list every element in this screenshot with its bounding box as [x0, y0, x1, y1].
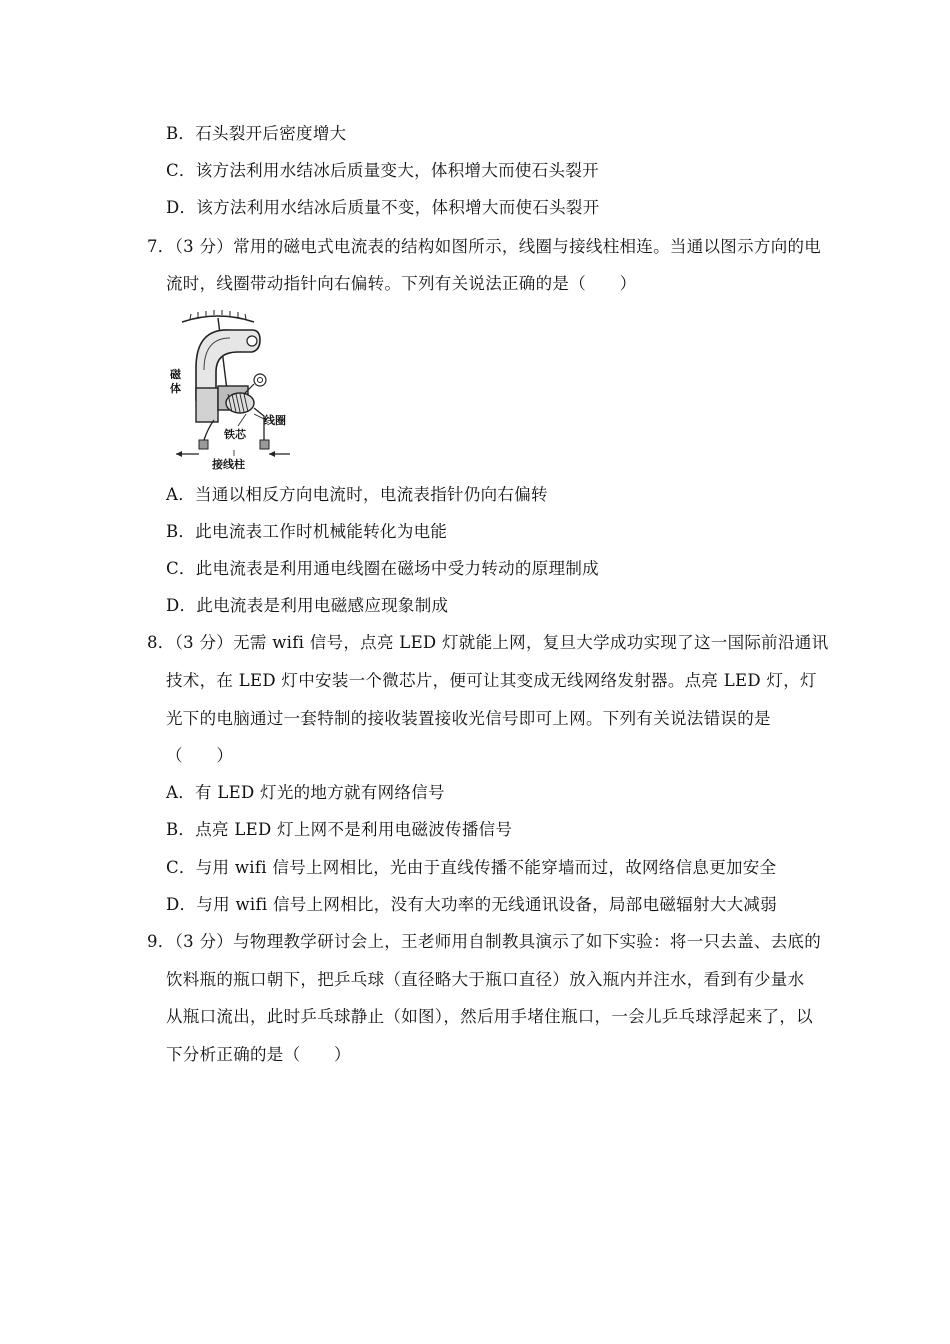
q8-stem-line1: 8．（3 分）无需 wifi 信号，点亮 LED 灯就能上网，复旦大学成功实现了这一国际前沿通讯: [147, 633, 829, 652]
q7-option-b: B．此电流表工作时机械能转化为电能: [166, 522, 448, 541]
q6-option-b: B．石头裂开后密度增大: [166, 124, 347, 143]
galvanometer-figure: [168, 308, 296, 470]
q7-option-c: C．此电流表是利用通电线圈在磁场中受力转动的原理制成: [166, 559, 599, 578]
q6-option-d: D．该方法利用水结冰后质量不变，体积增大而使石头裂开: [166, 198, 600, 217]
label-magnet-2: 体: [170, 382, 181, 395]
label-iron-core: 铁芯: [224, 428, 246, 441]
label-terminal: 接线柱: [212, 458, 245, 470]
terminal-right: [260, 440, 269, 449]
q7-stem-line1: 7．（3 分）常用的磁电式电流表的结构如图所示，线圈与接线柱相连。当通以图示方向的电: [147, 237, 822, 256]
q8-option-c: C．与用 wifi 信号上网相比，光由于直线传播不能穿墙而过，故网络信息更加安全: [166, 858, 777, 877]
q8-stem-line4: （ ）: [166, 746, 234, 765]
label-magnet-1: 磁: [170, 368, 181, 381]
q7-stem-line2: 流时，线圈带动指针向右偏转。下列有关说法正确的是（ ）: [166, 274, 637, 293]
q8-option-d: D．与用 wifi 信号上网相比，没有大功率的无线通讯设备，局部电磁辐射大大减弱: [166, 895, 778, 914]
q8-stem-line2: 技术，在 LED 灯中安装一个微芯片，便可让其变成无线网络发射器。点亮 LED 灯，灯: [166, 671, 817, 690]
q7-option-d: D．此电流表是利用电磁感应现象制成: [166, 596, 449, 615]
q9-stem-line1: 9．（3 分）与物理教学研讨会上，王老师用自制教具演示了如下实验：将一只去盖、去底的: [147, 932, 822, 951]
label-coil: 线圈: [264, 414, 286, 427]
q9-stem-line4: 下分析正确的是（ ）: [166, 1045, 351, 1064]
terminal-left: [199, 440, 208, 449]
q8-stem-line3: 光下的电脑通过一套特制的接收装置接收光信号即可上网。下列有关说法错误的是: [166, 709, 771, 728]
q8-option-b: B．点亮 LED 灯上网不是利用电磁波传播信号: [166, 820, 513, 839]
q8-option-a: A．有 LED 灯光的地方就有网络信号: [166, 783, 445, 802]
galvanometer-diagram: [168, 308, 296, 470]
q9-stem-line2: 饮料瓶的瓶口朝下，把乒乓球（直径略大于瓶口直径）放入瓶内并注水，看到有少量水: [166, 970, 805, 989]
q7-option-a: A．当通以相反方向电流时，电流表指针仍向右偏转: [166, 485, 548, 504]
q9-stem-line3: 从瓶口流出，此时乒乓球静止（如图），然后用手堵住瓶口，一会儿乒乓球浮起来了，以: [166, 1007, 813, 1026]
q6-option-c: C．该方法利用水结冰后质量变大，体积增大而使石头裂开: [166, 161, 599, 180]
